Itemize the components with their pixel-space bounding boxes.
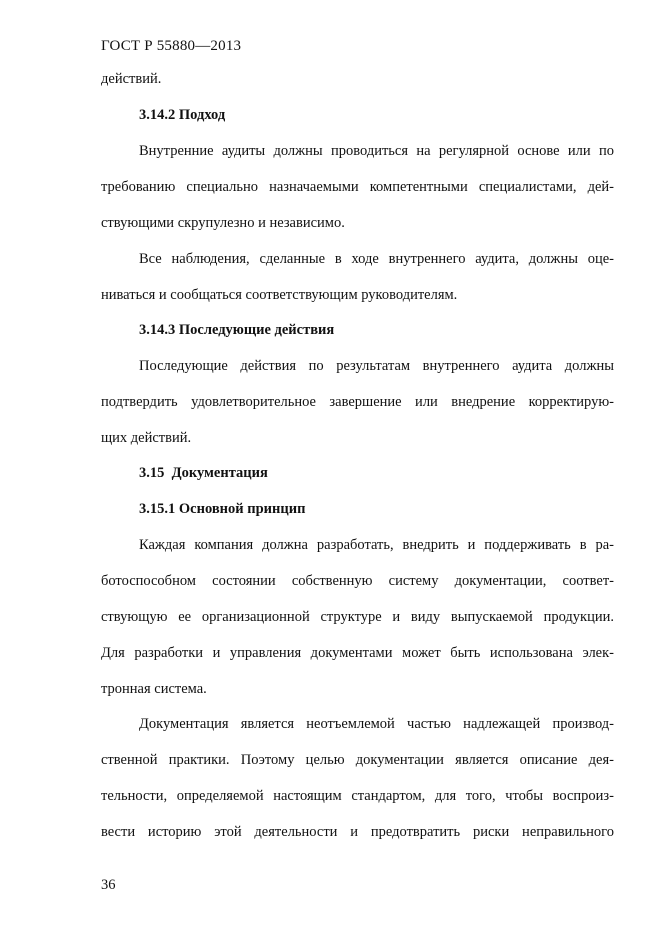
body-line: Последующие действия по результатам внутреннего аудита должны: [139, 358, 614, 374]
body-line: Все наблюдения, сделанные в ходе внутреннего аудита, должны оце-: [139, 251, 614, 267]
body-line: ствующую ее организационной структуре и виду выпускаемой продукции.: [101, 609, 614, 625]
document-header: ГОСТ Р 55880—2013: [101, 38, 242, 54]
body-line: подтвердить удовлетворительное завершение или внедрение корректирую-: [101, 394, 614, 410]
body-line: тельности, определяемой настоящим стандартом, для того, чтобы воспроиз-: [101, 788, 614, 804]
body-line: ниваться и сообщаться соответствующим руководителям.: [101, 287, 458, 303]
body-line: требованию специально назначаемыми компетентными специалистами, дей-: [101, 179, 614, 195]
section-heading-3-14-2: 3.14.2 Подход: [139, 107, 226, 123]
body-line: Каждая компания должна разработать, внедрить и поддерживать в ра-: [139, 537, 614, 553]
body-line: тронная система.: [101, 681, 207, 697]
body-line: действий.: [101, 71, 162, 87]
body-line: Документация является неотъемлемой частью надлежащей производ-: [139, 716, 614, 732]
body-line: щих действий.: [101, 430, 192, 446]
section-heading-3-14-3: 3.14.3 Последующие действия: [139, 322, 335, 338]
body-line: Внутренние аудиты должны проводиться на регулярной основе или по: [139, 143, 614, 159]
section-heading-3-15-1: 3.15.1 Основной принцип: [139, 501, 306, 517]
body-line: вести историю этой деятельности и предотвратить риски неправильного: [101, 824, 614, 840]
body-line: Для разработки и управления документами может быть использована элек-: [101, 645, 614, 661]
body-line: ботоспособном состоянии собственную систему документации, соответ-: [101, 573, 614, 589]
section-heading-3-15: 3.15 Документация: [139, 465, 268, 481]
body-line: ствующими скрупулезно и независимо.: [101, 215, 345, 231]
page-number: 36: [101, 877, 116, 893]
body-line: ственной практики. Поэтому целью документации является описание дея-: [101, 752, 614, 768]
